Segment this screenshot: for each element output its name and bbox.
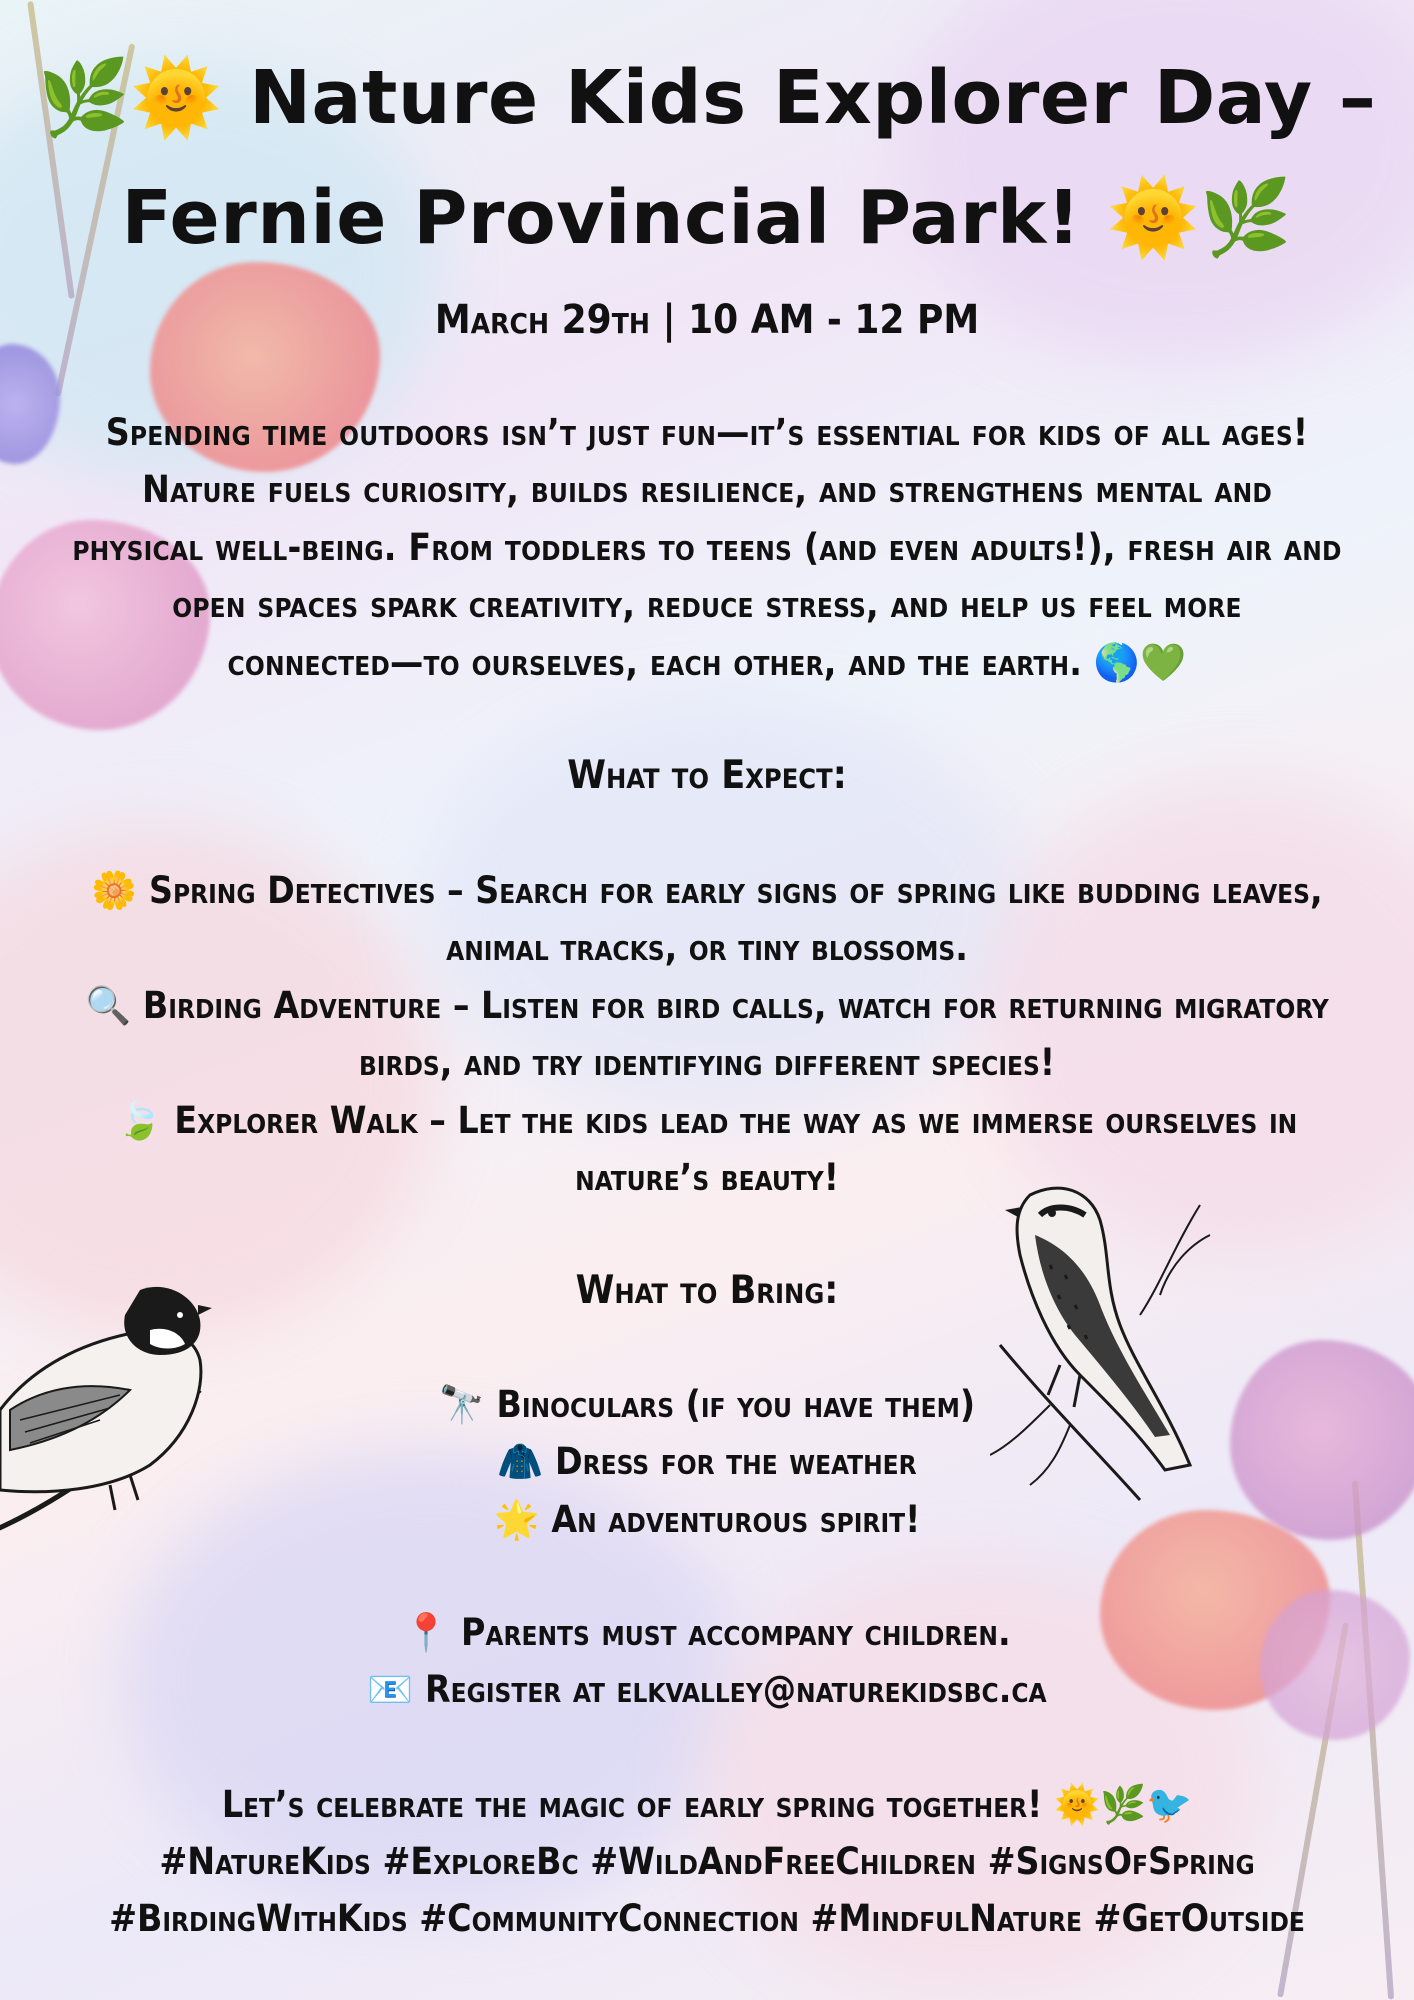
hashtags-line-1: #NatureKids #ExploreBc #WildAndFreeChildren #SignsOfSpring [159,1840,1255,1883]
bring-item-binoculars: 🔭 Binoculars (if you have them) [438,1383,976,1426]
activity-birding-adventure-cont: birds, and try identifying different species! [358,1041,1056,1085]
intro-paragraph [4,404,1410,691]
poster-title [0,38,1414,278]
bring-item-spirit: 🌟 An adventurous spirit! [493,1497,921,1541]
intro-line: Spending time outdoors isn’t just fun—it’s essential for kids of all ages! [105,411,1309,454]
bring-item-clothing: 🧥 Dress for the weather [497,1440,917,1484]
notes-block [0,1604,1414,1719]
register-note: 📧 Register at elkvalley@naturekidsbc.ca [367,1668,1047,1712]
title-line-2: Fernie Provincial Park! 🌞🌿 [121,175,1293,261]
intro-line: physical well-being. From toddlers to teens (and even adults!), fresh air and [72,525,1342,569]
intro-line: open spaces spark creativity, reduce stress, and help us feel more [172,583,1242,627]
title-line-1: 🌿🌞 Nature Kids Explorer Day – [37,55,1377,141]
activity-spring-detectives: 🌼 Spring Detectives – Search for early signs of spring like budding leaves, [91,869,1323,912]
sparrow-illustration [990,1175,1220,1505]
hashtags-line-2: #BirdingWithKids #CommunityConnection #MindfulNature #GetOutside [109,1897,1305,1940]
intro-line: connected—to ourselves, each other, and the earth. 🌎💚 [227,640,1187,684]
what-to-expect-heading: What to Expect: [567,753,847,798]
activities-list [0,862,1414,1206]
closing-block [0,1776,1414,1947]
activity-spring-detectives-cont: animal tracks, or tiny blossoms. [446,926,968,970]
activity-explorer-walk-cont: nature’s beauty! [575,1156,839,1200]
activity-explorer-walk: 🍃 Explorer Walk – Let the kids lead the way as we immerse ourselves in [116,1098,1298,1142]
chickadee-illustration [0,1260,230,1560]
what-to-bring-heading: What to Bring: [575,1268,839,1313]
event-date-time: March 29th | 10 AM - 12 PM [434,297,980,343]
closing-line: Let’s celebrate the magic of early spring together! 🌞🌿🐦 [221,1783,1193,1826]
activity-birding-adventure: 🔍 Birding Adventure – Listen for bird calls, watch for returning migratory [85,983,1329,1027]
parents-note: 📍 Parents must accompany children. [403,1611,1011,1654]
intro-line: Nature fuels curiosity, builds resilience, and strengthens mental and [141,468,1273,512]
